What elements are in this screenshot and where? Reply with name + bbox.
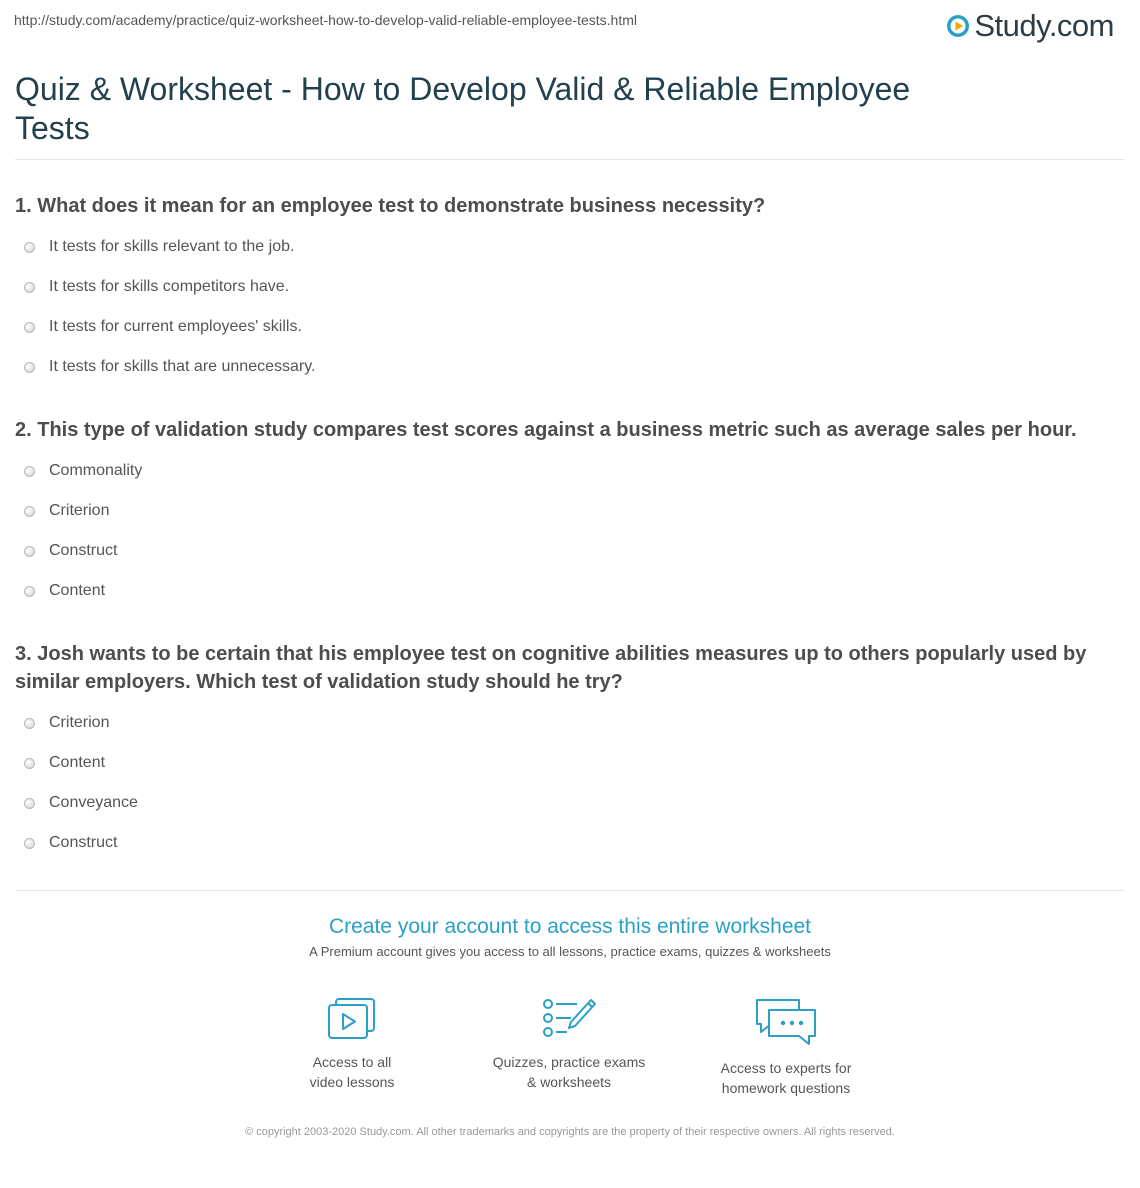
cta-divider [15,890,1125,891]
radio-button[interactable] [24,838,35,849]
answer-label: Construct [49,834,118,851]
question-2 [15,416,1125,611]
radio-button[interactable] [24,586,35,597]
radio-button[interactable] [24,242,35,253]
radio-button[interactable] [24,466,35,477]
radio-button[interactable] [24,322,35,333]
question-1 [15,192,1125,387]
radio-button[interactable] [24,546,35,557]
answer-label: Commonality [49,462,143,479]
signup-cta [0,912,1140,959]
question-text: 1. What does it mean for an employee test to demonstrate business necessity? [15,195,766,217]
radio-button[interactable] [24,718,35,729]
study-logo[interactable] [946,8,1114,44]
radio-button[interactable] [24,506,35,517]
feature-quizzes [469,996,669,1092]
study-play-logo-icon [946,14,970,38]
feature-label: Quizzes, practice exams & worksheets [492,1054,646,1090]
answer-option[interactable] [15,267,1125,307]
answer-option[interactable] [15,783,1125,823]
answer-options [15,703,1125,863]
page-title: Quiz & Worksheet - How to Develop Valid & Reliable Employee Tests [15,71,911,146]
title-divider [15,159,1125,160]
answer-label: Criterion [49,502,110,519]
logo-text: Study.com [974,8,1114,43]
feature-list [0,996,1140,1106]
question-text: 2. This type of validation study compares test scores against a business metric such as average sales per hour. [15,419,1077,441]
question-3 [15,640,1125,863]
radio-button[interactable] [24,798,35,809]
answer-option[interactable] [15,571,1125,611]
answer-option[interactable] [15,823,1125,863]
answer-label: Criterion [49,714,110,731]
copyright-notice: © copyright 2003-2020 Study.com. All other trademarks and copyrights are the property of their respective owners. All rights reserved. [245,1126,895,1138]
answer-label: It tests for current employees' skills. [49,318,302,335]
answer-label: Content [49,582,106,599]
answer-options [15,451,1125,611]
answer-option[interactable] [15,227,1125,267]
answer-label: It tests for skills that are unnecessary. [49,358,316,375]
cta-subtext: A Premium account gives you access to all lessons, practice exams, quizzes & worksheets [309,944,831,959]
answer-option[interactable] [15,703,1125,743]
answer-option[interactable] [15,347,1125,387]
answer-option[interactable] [15,307,1125,347]
question-text: 3. Josh wants to be certain that his employee test on cognitive abilities measures up to others popularly used by similar employers. Which test of validation study should he try? [15,643,1087,693]
radio-button[interactable] [24,758,35,769]
radio-button[interactable] [24,282,35,293]
answer-option[interactable] [15,531,1125,571]
feature-video-lessons [252,996,452,1092]
answer-option[interactable] [15,491,1125,531]
answer-label: Construct [49,542,118,559]
top-bar [0,0,1140,48]
feature-label: Access to all video lessons [309,1054,395,1090]
page-url: http://study.com/academy/practice/quiz-worksheet-how-to-develop-valid-reliable-employee-tests.html [14,12,637,28]
answer-label: Content [49,754,106,771]
quiz-checklist-icon [541,996,597,1042]
radio-button[interactable] [24,362,35,373]
answer-label: Conveyance [49,794,138,811]
feature-label: Access to experts for homework questions [720,1060,852,1096]
answer-label: It tests for skills relevant to the job. [49,238,295,255]
video-lessons-icon [326,996,378,1042]
chat-bubbles-icon [753,996,819,1048]
answer-option[interactable] [15,451,1125,491]
feature-experts [686,996,886,1098]
answer-option[interactable] [15,743,1125,783]
answer-label: It tests for skills competitors have. [49,278,290,295]
answer-options [15,227,1125,387]
cta-headline-link[interactable]: Create your account to access this entire worksheet [328,915,812,938]
